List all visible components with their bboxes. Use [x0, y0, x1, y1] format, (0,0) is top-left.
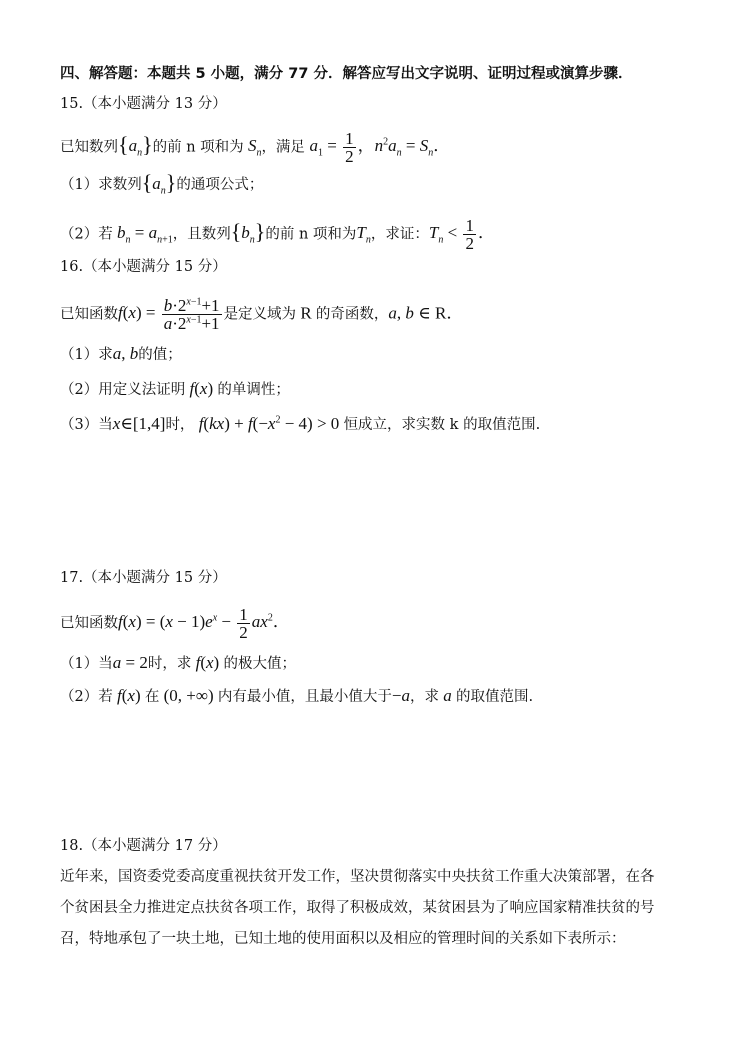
- q16-part2: （2）用定义法证明 f(x) 的单调性；: [60, 379, 290, 398]
- q15-title: 15.（本小题满分 13 分）: [60, 96, 227, 112]
- q16-part3: （3）当x∈[1,4]时， $f(kx) + f(-x^2 - 4) > 0$ 恒成立，求实数 k 的取值范围.: [60, 414, 541, 433]
- fraction: $\frac{1}{2}$: [465, 216, 474, 253]
- function-fraction: $\frac{b\cdot 2^{x-1}+1}{a\cdot 2^{x-1}+1}$: [163, 296, 220, 333]
- q18-title: 18.（本小题满分 17 分）: [60, 838, 227, 854]
- q17-stem: 已知函数$f(x) = (x - 1)e^x$ − $\frac{1}{2}$ $ax^2$．: [60, 605, 290, 642]
- q18-line2: 个贫困县全力推进定点扶贫各项工作，取得了积极成效，某贫困县为了响应国家精准扶贫的号: [60, 900, 655, 916]
- q15-part2: （2）若 $b_n = a_{n+1}$，且数列$\{b_n\}$的前 n 项和为$T_n$，求证：$T_n$ < $\frac{1}{2}$ ．: [60, 216, 495, 253]
- q17-title: 17.（本小题满分 15 分）: [60, 570, 227, 586]
- q16-part1: （1）求a, b的值；: [60, 344, 182, 363]
- q16-title: 16.（本小题满分 15 分）: [60, 259, 227, 275]
- q15-part1: （1）求数列$\{a_n\}$的通项公式；: [60, 170, 264, 197]
- section-heading: 四、解答题：本题共 5 小题，满分 77 分．解答应写出文字说明、证明过程或演算步骤．: [60, 66, 633, 82]
- q16-stem: 已知函数f(x) = $\frac{b\cdot 2^{x-1}+1}{a\cdot 2^{x-1}+1}$ 是定义域为 R 的奇函数，a, b ∈ R．: [60, 296, 464, 333]
- q17-part2: （2）若 f(x) 在 (0, +∞) 内有最小值，且最小值大于−a，求 a 的取值范围.: [60, 686, 534, 705]
- q18-line3: 召，特地承包了一块土地，已知土地的使用面积以及相应的管理时间的关系如下表所示：: [60, 931, 626, 947]
- fraction: $\frac{1}{2}$: [239, 605, 248, 642]
- q17-part1: （1）当a = 2时，求 f(x) 的极大值；: [60, 653, 296, 672]
- q15-stem: 已知数列$\{a_n\}$的前 n 项和为 $S_n$，满足 $a_1$ = $\frac{1}{2}$ ，$n^2a_n = S_n$．: [60, 129, 451, 166]
- fraction: $\frac{1}{2}$: [345, 129, 354, 166]
- q18-line1: 近年来，国资委党委高度重视扶贫开发工作，坚决贯彻落实中央扶贫工作重大决策部署，在各: [60, 869, 655, 885]
